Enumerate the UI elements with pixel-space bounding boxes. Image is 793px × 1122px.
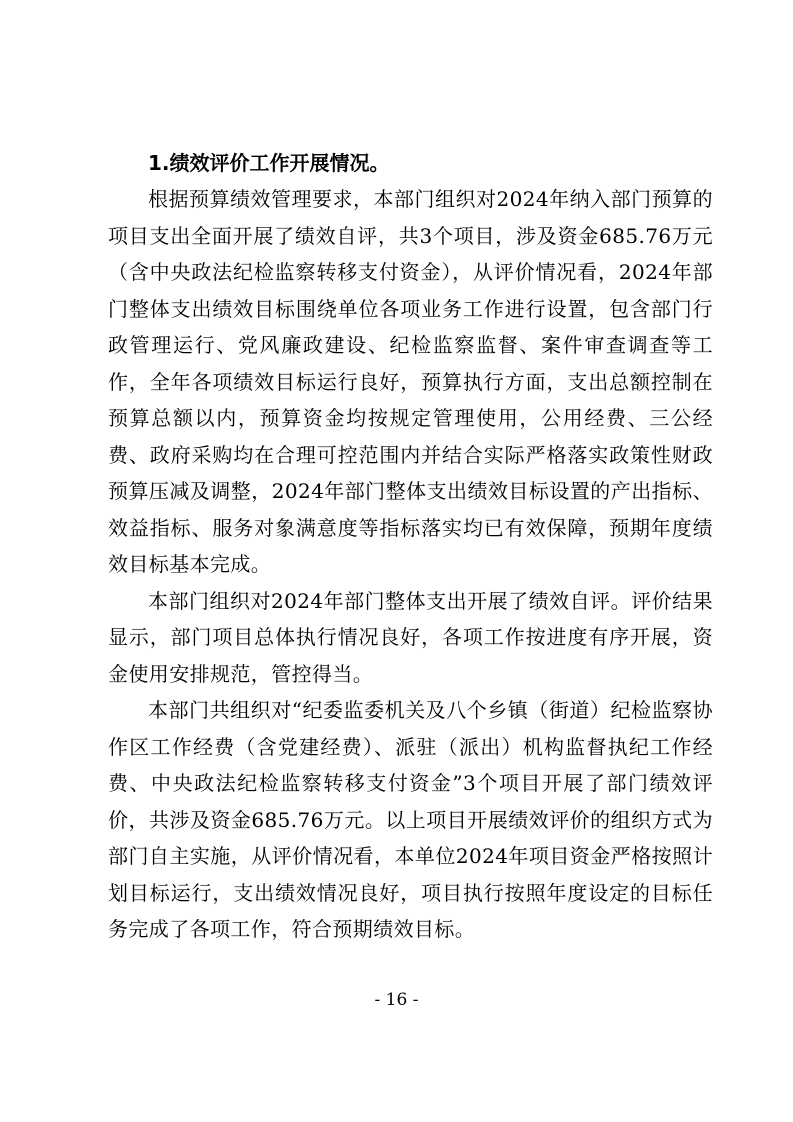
document-body: [108, 145, 713, 948]
paragraph-project-evaluation: 本部门共组织对“纪委监委机关及八个乡镇（街道）纪检监察协作区工作经费（含党建经费）、派驻（派出）机构监督执纪工作经费、中央政法纪检监察转移支付资金”3个项目开展了部门绩效评价，共涉及资金685.76万元。以上项目开展绩效评价的组织方式为部门自主实施，从评价情况看，本单位2024年项目资金严格按照计划目标运行，支出绩效情况良好，项目执行按照年度设定的目标任务完成了各项工作，符合预期绩效目标。: [108, 698, 713, 941]
paragraph-self-evaluation: 本部门组织对2024年部门整体支出开展了绩效自评。评价结果显示，部门项目总体执行情况良好，各项工作按进度有序开展，资金使用安排规范，管控得当。: [108, 588, 713, 686]
section-heading: 1.绩效评价工作开展情况。: [148, 151, 390, 175]
paragraph-summary: 根据预算绩效管理要求，本部门组织对2024年纳入部门预算的项目支出全面开展了绩效自评，共3个项目，涉及资金685.76万元（含中央政法纪检监察转移支付资金），从评价情况看，2024年部门整体支出绩效目标围绕单位各项业务工作进行设置，包含部门行政管理运行、党风廉政建设、纪检监察监督、案件审查调查等工作，全年各项绩效目标运行良好，预算执行方面，支出总额控制在预算总额以内，预算资金均按规定管理使用，公用经费、三公经费、政府采购均在合理可控范围内并结合实际严格落实政策性财政预算压减及调整，2024年部门整体支出绩效目标设置的产出指标、效益指标、服务对象满意度等指标落实均已有效保障，预期年度绩效目标基本完成。: [108, 187, 713, 576]
page-number: - 16 -: [374, 990, 419, 1010]
